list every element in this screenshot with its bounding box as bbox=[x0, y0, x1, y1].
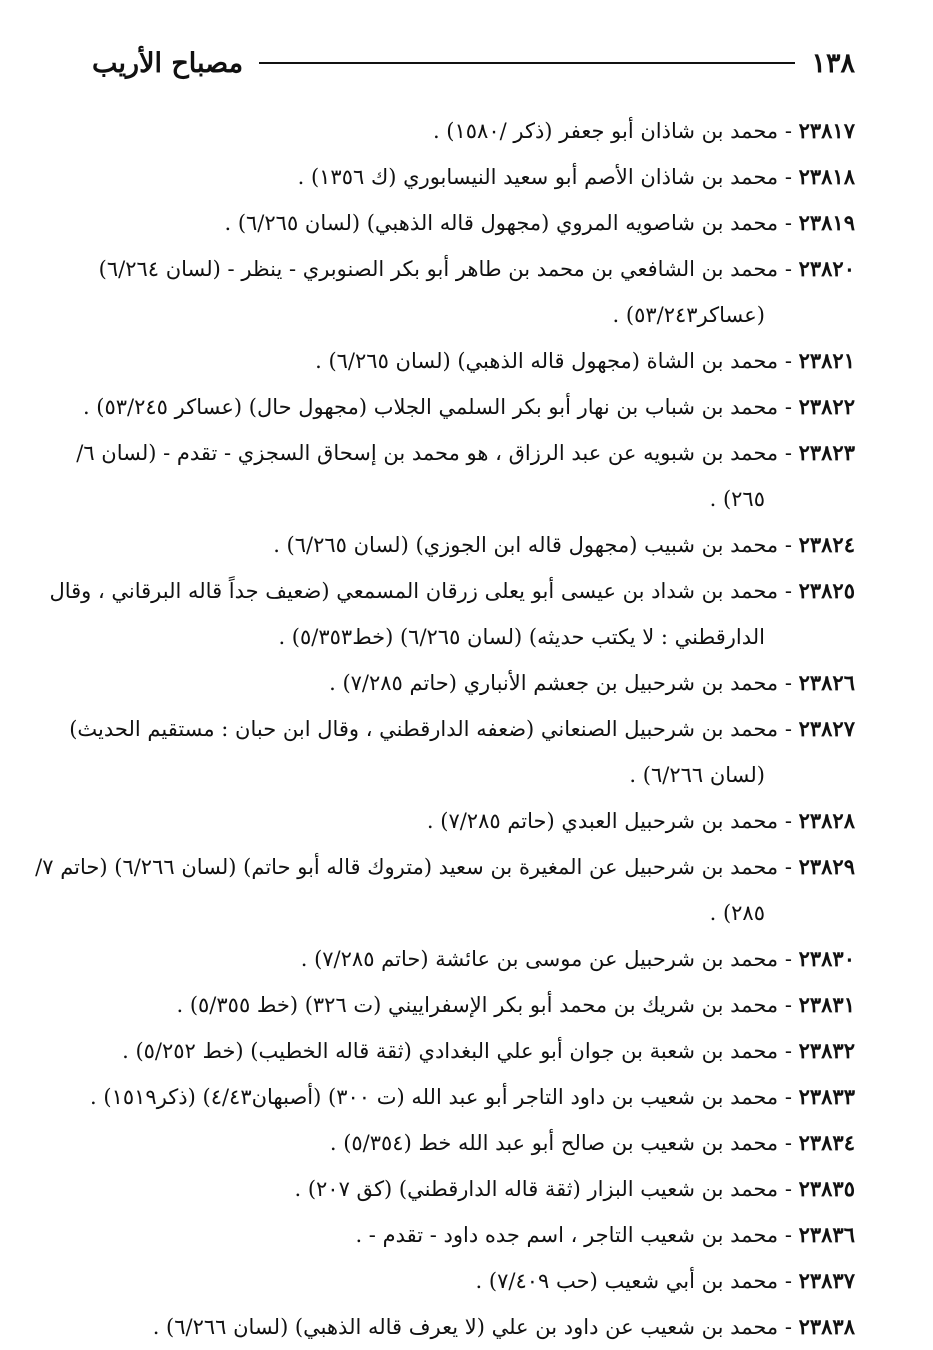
entry-text: محمد بن شعيب التاجر ، اسم جده داود - تقدم - . bbox=[355, 1223, 779, 1247]
entry-number: ٢٣٨١٨ bbox=[798, 164, 855, 189]
entry-text: محمد بن شعيب بن صالح أبو عبد الله خط (٥/٣٥٤) . bbox=[329, 1131, 779, 1155]
entry-continuation-line bbox=[92, 890, 855, 936]
entry-item bbox=[92, 1028, 855, 1074]
entry-text: (لسان ٦/٢٦٦) . bbox=[629, 763, 765, 787]
entry-text: محمد بن الشاة (مجهول قاله الذهبي) (لسان ٦/٢٦٥) . bbox=[315, 349, 779, 373]
entry-number: ٢٣٨٣٢ bbox=[798, 1038, 855, 1063]
entry-first-line: ٢٣٨٣٧ - محمد بن أبي شعيب (حب ٧/٤٠٩) . bbox=[475, 1268, 855, 1293]
entry-text: (عساكر٥٣/٢٤٣) . bbox=[612, 303, 765, 327]
entry-item bbox=[92, 154, 855, 200]
entry-first-line: ٢٣٨٢٥ - محمد بن شداد بن عيسى أبو يعلى زرقان المسمعي (ضعيف جداً قاله البرقاني ، وقال bbox=[49, 578, 855, 603]
entry-first-line: ٢٣٨٢٨ - محمد بن شرحبيل العبدي (حاتم ٧/٢٨٥) . bbox=[426, 808, 855, 833]
entry-text: محمد بن أبي شعيب (حب ٧/٤٠٩) . bbox=[475, 1269, 779, 1293]
entry-first-line: ٢٣٨١٨ - محمد بن شاذان الأصم أبو سعيد النيسابوري (ك ١٣٥٦) . bbox=[297, 164, 855, 189]
entry-first-line: ٢٣٨١٧ - محمد بن شاذان أبو جعفر (ذكر /١٥٨٠) . bbox=[432, 118, 855, 143]
entry-number: ٢٣٨٢٣ bbox=[798, 440, 855, 465]
entry-number: ٢٣٨١٩ bbox=[798, 210, 855, 235]
entry-number: ٢٣٨٢٦ bbox=[798, 670, 855, 695]
entry-item bbox=[92, 1120, 855, 1166]
entry-text: محمد بن الشافعي بن محمد بن طاهر أبو بكر الصنوبري - ينظر - (لسان ٦/٢٦٤) bbox=[98, 257, 779, 281]
entry-continuation-line bbox=[92, 752, 855, 798]
entry-number: ٢٣٨٣٨ bbox=[798, 1314, 855, 1339]
entry-item bbox=[92, 1258, 855, 1304]
entry-first-line: ٢٣٨٢١ - محمد بن الشاة (مجهول قاله الذهبي) (لسان ٦/٢٦٥) . bbox=[315, 348, 855, 373]
entry-text: محمد بن شعيب عن داود بن علي (لا يعرف قاله الذهبي) (لسان ٦/٢٦٦) . bbox=[152, 1315, 779, 1339]
entry-first-line: ٢٣٨٣٨ - محمد بن شعيب عن داود بن علي (لا يعرف قاله الذهبي) (لسان ٦/٢٦٦) . bbox=[152, 1314, 855, 1339]
entry-text: ٢٨٥) . bbox=[709, 901, 765, 925]
entry-item bbox=[92, 522, 855, 568]
entry-text: الدارقطني : لا يكتب حديثه) (لسان ٦/٢٦٥) (خط٥/٣٥٣) . bbox=[278, 625, 765, 649]
entry-item bbox=[92, 660, 855, 706]
entry-number: ٢٣٨٣٠ bbox=[798, 946, 855, 971]
entry-number: ٢٣٨٢٨ bbox=[798, 808, 855, 833]
entry-number: ٢٣٨٣١ bbox=[798, 992, 855, 1017]
entry-text: محمد بن شاذان أبو جعفر (ذكر /١٥٨٠) . bbox=[432, 119, 779, 143]
entry-text: محمد بن شرحبيل العبدي (حاتم ٧/٢٨٥) . bbox=[426, 809, 779, 833]
entry-text: محمد بن شعيب البزار (ثقة قاله الدارقطني) (كق ٢٠٧) . bbox=[294, 1177, 779, 1201]
entry-number: ٢٣٨٣٤ bbox=[798, 1130, 855, 1155]
entry-number: ٢٣٨٣٧ bbox=[798, 1268, 855, 1293]
entry-number: ٢٣٨٣٣ bbox=[798, 1084, 855, 1109]
entry-first-line: ٢٣٨٣٦ - محمد بن شعيب التاجر ، اسم جده داود - تقدم - . bbox=[355, 1222, 855, 1247]
entry-number: ٢٣٨٢٩ bbox=[798, 854, 855, 879]
entry-first-line: ٢٣٨١٩ - محمد بن شاصويه المروي (مجهول قاله الذهبي) (لسان ٦/٢٦٥) . bbox=[224, 210, 855, 235]
entry-text: محمد بن شعبة بن جوان أبو علي البغدادي (ثقة قاله الخطيب) (خط ٥/٢٥٢) . bbox=[122, 1039, 779, 1063]
entry-first-line: ٢٣٨٣٤ - محمد بن شعيب بن صالح أبو عبد الله خط (٥/٣٥٤) . bbox=[329, 1130, 855, 1155]
entry-item bbox=[92, 798, 855, 844]
entry-item bbox=[82, 384, 855, 430]
entry-first-line: ٢٣٨٣٢ - محمد بن شعبة بن جوان أبو علي البغدادي (ثقة قاله الخطيب) (خط ٥/٢٥٢) . bbox=[122, 1038, 855, 1063]
entry-text: محمد بن شباب بن نهار أبو بكر السلمي الجلاب (مجهول حال) (عساكر ٥٣/٢٤٥) . bbox=[82, 395, 779, 419]
entry-item bbox=[92, 982, 855, 1028]
entry-number: ٢٣٨٢٥ bbox=[798, 578, 855, 603]
entry-text: محمد بن شبيب (مجهول قاله ابن الجوزي) (لسان ٦/٢٦٥) . bbox=[273, 533, 779, 557]
entry-first-line: ٢٣٨٢٤ - محمد بن شبيب (مجهول قاله ابن الجوزي) (لسان ٦/٢٦٥) . bbox=[273, 532, 855, 557]
entry-text: محمد بن شريك بن محمد أبو بكر الإسفراييني (ت ٣٢٦) (خط ٥/٣٥٥) . bbox=[176, 993, 779, 1017]
entry-number: ٢٣٨٢١ bbox=[798, 348, 855, 373]
entry-first-line: ٢٣٨٣١ - محمد بن شريك بن محمد أبو بكر الإسفراييني (ت ٣٢٦) (خط ٥/٣٥٥) . bbox=[176, 992, 855, 1017]
entry-first-line: ٢٣٨٣٣ - محمد بن شعيب بن داود التاجر أبو عبد الله (ت ٣٠٠) (أصبهان٤/٤٣) (ذكر١٥١٩) . bbox=[90, 1084, 855, 1109]
entry-item bbox=[49, 568, 855, 660]
entry-first-line: ٢٣٨٢٩ - محمد بن شرحبيل عن المغيرة بن سعيد (متروك قاله أبو حاتم) (لسان ٦/٢٦٦) (حاتم ٧/ bbox=[35, 854, 855, 879]
entry-item bbox=[92, 200, 855, 246]
entry-text: محمد بن شرحبيل عن موسى بن عائشة (حاتم ٧/٢٨٥) . bbox=[300, 947, 779, 971]
entry-text: محمد بن شاذان الأصم أبو سعيد النيسابوري (ك ١٣٥٦) . bbox=[297, 165, 779, 189]
entry-number: ٢٣٨٢٢ bbox=[798, 394, 855, 419]
entry-item bbox=[92, 1304, 855, 1350]
entry-item bbox=[92, 1212, 855, 1258]
entry-number: ٢٣٨٢٧ bbox=[798, 716, 855, 741]
entry-text: ٢٦٥) . bbox=[709, 487, 765, 511]
entry-text: محمد بن شبويه عن عبد الرزاق ، هو محمد بن إسحاق السجزي - تقدم - (لسان ٦/ bbox=[76, 441, 779, 465]
entry-text: محمد بن شعيب بن داود التاجر أبو عبد الله (ت ٣٠٠) (أصبهان٤/٤٣) (ذكر١٥١٩) . bbox=[90, 1085, 779, 1109]
entry-item bbox=[69, 706, 855, 798]
entry-first-line: ٢٣٨٣٥ - محمد بن شعيب البزار (ثقة قاله الدارقطني) (كق ٢٠٧) . bbox=[294, 1176, 855, 1201]
entry-item bbox=[76, 430, 855, 522]
entry-first-line: ٢٣٨٢٠ - محمد بن الشافعي بن محمد بن طاهر أبو بكر الصنوبري - ينظر - (لسان ٦/٢٦٤) bbox=[98, 256, 855, 281]
entry-item bbox=[92, 1166, 855, 1212]
entry-number: ٢٣٨١٧ bbox=[798, 118, 855, 143]
entry-continuation-line bbox=[92, 292, 855, 338]
entry-number: ٢٣٨٢٠ bbox=[798, 256, 855, 281]
book-title: مصباح الأريب bbox=[92, 47, 244, 79]
page-number: ١٣٨ bbox=[811, 47, 855, 79]
entry-first-line: ٢٣٨٢٦ - محمد بن شرحبيل بن جعشم الأنباري (حاتم ٧/٢٨٥) . bbox=[329, 670, 855, 695]
entry-first-line: ٢٣٨٣٠ - محمد بن شرحبيل عن موسى بن عائشة (حاتم ٧/٢٨٥) . bbox=[300, 946, 855, 971]
entry-continuation-line bbox=[92, 614, 855, 660]
entry-text: محمد بن شرحبيل عن المغيرة بن سعيد (متروك قاله أبو حاتم) (لسان ٦/٢٦٦) (حاتم ٧/ bbox=[35, 855, 779, 879]
entry-item bbox=[92, 338, 855, 384]
entry-number: ٢٣٨٣٥ bbox=[798, 1176, 855, 1201]
entry-text: محمد بن شرحبيل بن جعشم الأنباري (حاتم ٧/٢٨٥) . bbox=[329, 671, 779, 695]
entry-item bbox=[92, 108, 855, 154]
entry-number: ٢٣٨٣٦ bbox=[798, 1222, 855, 1247]
header-rule bbox=[259, 62, 795, 64]
entry-text: محمد بن شاصويه المروي (مجهول قاله الذهبي) (لسان ٦/٢٦٥) . bbox=[224, 211, 779, 235]
entry-first-line: ٢٣٨٢٧ - محمد بن شرحبيل الصنعاني (ضعفه الدارقطني ، وقال ابن حبان : مستقيم الحديث) bbox=[69, 716, 855, 741]
entry-text: محمد بن شرحبيل الصنعاني (ضعفه الدارقطني ، وقال ابن حبان : مستقيم الحديث) bbox=[69, 717, 779, 741]
page-header bbox=[92, 38, 855, 88]
entry-text: محمد بن شداد بن عيسى أبو يعلى زرقان المسمعي (ضعيف جداً قاله البرقاني ، وقال bbox=[49, 579, 779, 603]
entry-list bbox=[35, 108, 855, 1350]
entry-item bbox=[35, 844, 855, 936]
entry-item bbox=[92, 936, 855, 982]
entry-item bbox=[92, 1074, 855, 1120]
entry-first-line: ٢٣٨٢٣ - محمد بن شبويه عن عبد الرزاق ، هو محمد بن إسحاق السجزي - تقدم - (لسان ٦/ bbox=[76, 440, 855, 465]
entry-number: ٢٣٨٢٤ bbox=[798, 532, 855, 557]
entry-first-line: ٢٣٨٢٢ - محمد بن شباب بن نهار أبو بكر السلمي الجلاب (مجهول حال) (عساكر ٥٣/٢٤٥) . bbox=[82, 394, 855, 419]
entry-continuation-line bbox=[92, 476, 855, 522]
entry-item bbox=[92, 246, 855, 338]
